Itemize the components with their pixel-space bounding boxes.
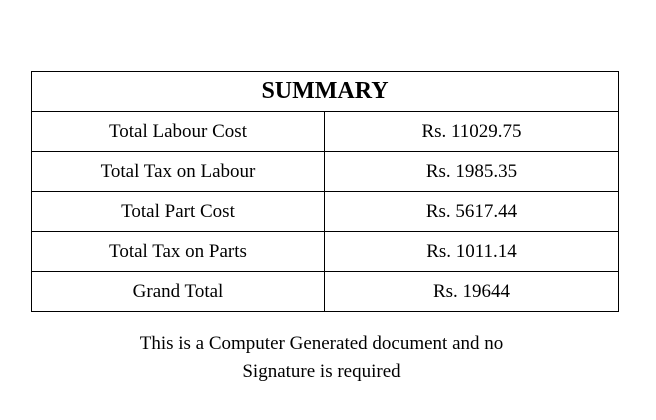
grand-total-label: Grand Total bbox=[32, 272, 325, 312]
total-tax-on-labour-value: Rs. 1985.35 bbox=[325, 152, 619, 192]
table-row bbox=[32, 232, 619, 272]
table-row bbox=[32, 272, 619, 312]
summary-table bbox=[31, 71, 619, 312]
table-row bbox=[32, 192, 619, 232]
grand-total-value: Rs. 19644 bbox=[325, 272, 619, 312]
note-line-2: Signature is required bbox=[242, 361, 401, 382]
note-line-1: This is a Computer Generated document and no bbox=[139, 333, 504, 354]
total-tax-on-labour-label: Total Tax on Labour bbox=[32, 152, 325, 192]
summary-header-row bbox=[32, 72, 619, 112]
table-row bbox=[32, 112, 619, 152]
total-part-cost-label: Total Part Cost bbox=[32, 192, 325, 232]
computer-generated-note bbox=[0, 330, 643, 386]
table-row bbox=[32, 152, 619, 192]
total-labour-cost-label: Total Labour Cost bbox=[32, 112, 325, 152]
total-tax-on-parts-value: Rs. 1011.14 bbox=[325, 232, 619, 272]
total-labour-cost-value: Rs. 11029.75 bbox=[325, 112, 619, 152]
summary-title: SUMMARY bbox=[32, 72, 619, 112]
total-tax-on-parts-label: Total Tax on Parts bbox=[32, 232, 325, 272]
total-part-cost-value: Rs. 5617.44 bbox=[325, 192, 619, 232]
